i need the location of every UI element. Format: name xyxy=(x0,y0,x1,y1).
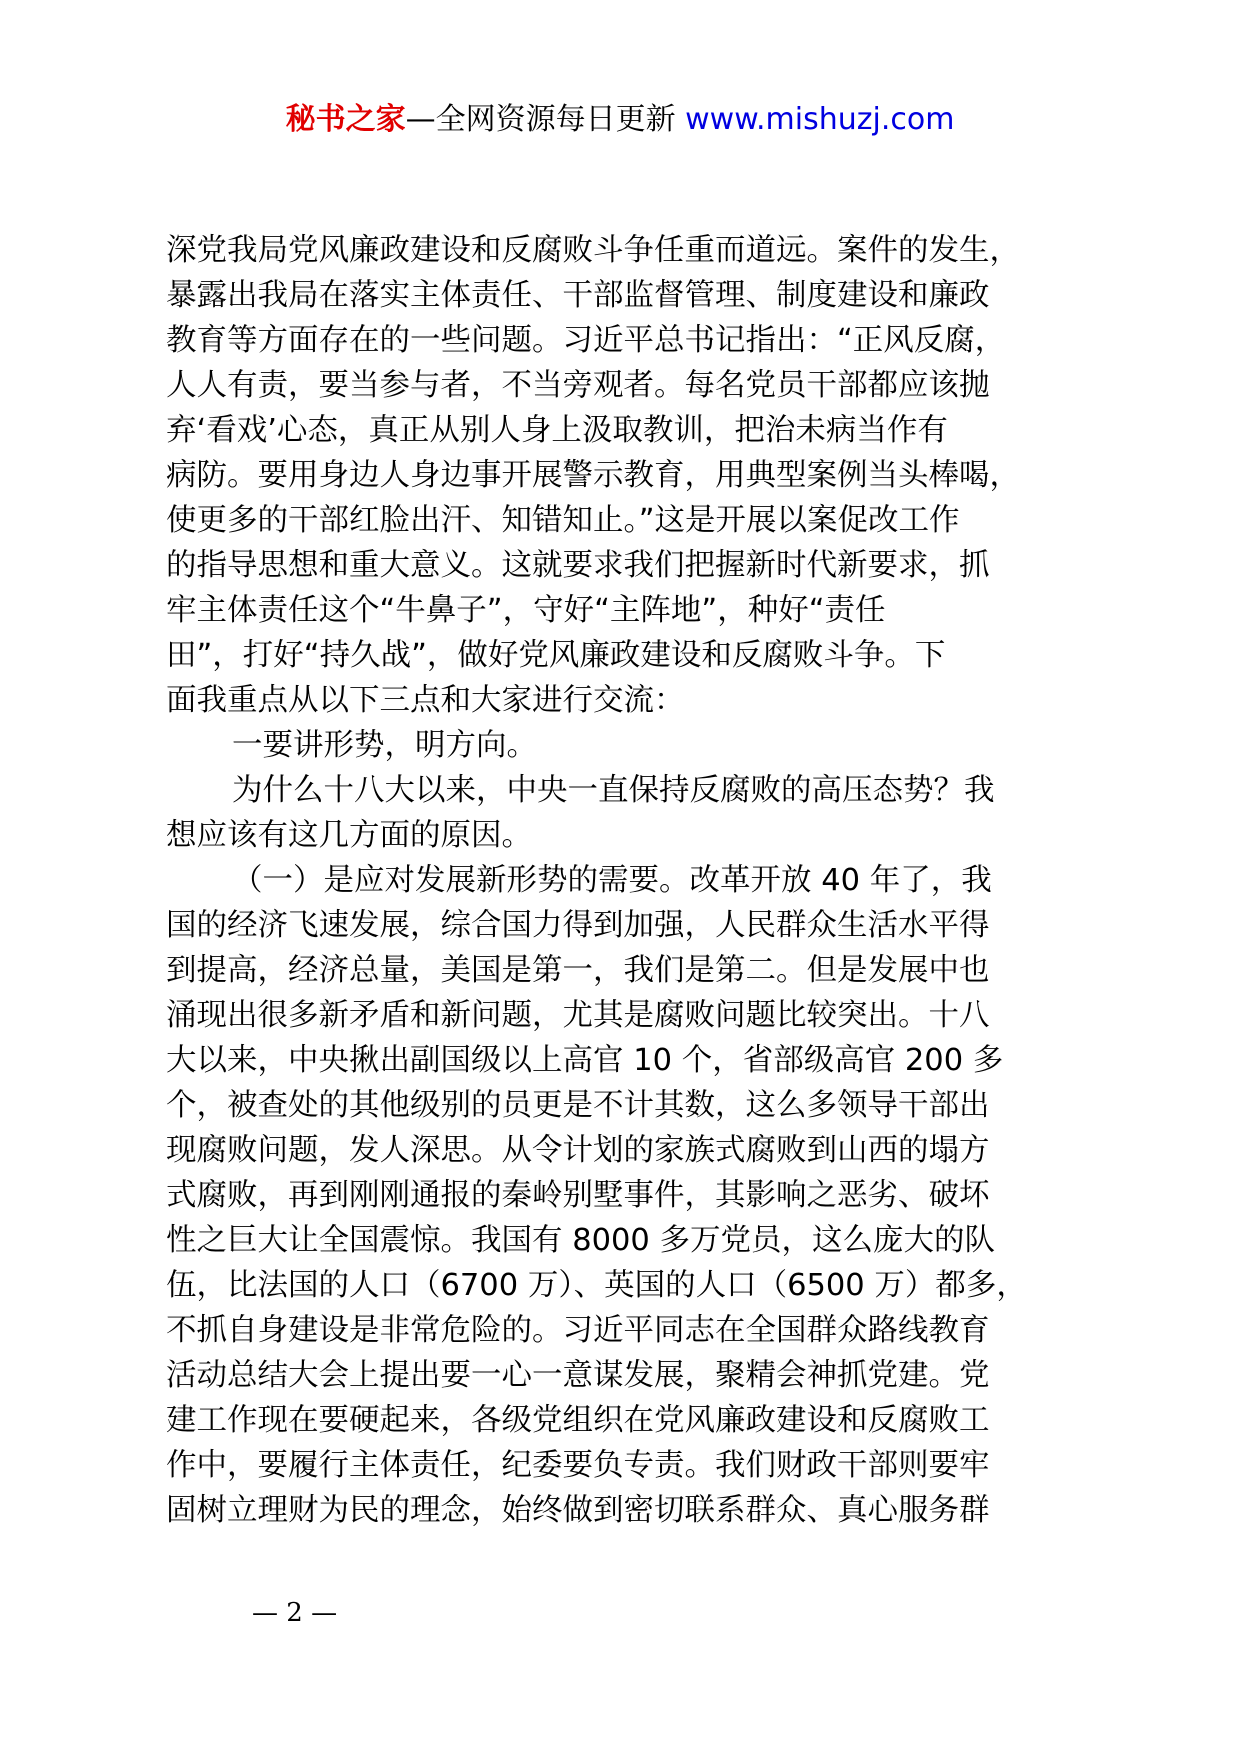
page-number: — 2 — xyxy=(252,1598,338,1628)
text-line: 到提高，经济总量，美国是第一，我们是第二。但是发展中也 xyxy=(166,953,990,988)
text-line: 活动总结大会上提出要一心一意谋发展，聚精会神抓党建。党 xyxy=(166,1358,990,1393)
document-body xyxy=(166,228,1086,1533)
site-header xyxy=(0,100,1240,140)
text-line: 田”，打好“持久战”，做好党风廉政建设和反腐败斗争。下 xyxy=(166,638,946,673)
text-line: 个，被查处的其他级别的员更是不计其数，这么多领导干部出 xyxy=(166,1088,990,1123)
text-line: 大以来，中央揪出副国级以上高官 10 个，省部级高官 200 多 xyxy=(166,1043,1004,1078)
text-line: 使更多的干部红脸出汗、知错知止。”这是开展以案促改工作 xyxy=(166,503,960,538)
text-line: 为什么十八大以来，中央一直保持反腐败的高压态势？我 xyxy=(232,773,995,808)
text-line: 教育等方面存在的一些问题。习近平总书记指出：“正风反腐， xyxy=(166,323,1006,358)
text-line: 的指导思想和重大意义。这就要求我们把握新时代新要求，抓 xyxy=(166,548,990,583)
section-heading: 一要讲形势，明方向。 xyxy=(232,728,537,763)
text-line: 病防。要用身边人身边事开展警示教育，用典型案例当头棒喝， xyxy=(166,458,1020,493)
text-line: 现腐败问题，发人深思。从令计划的家族式腐败到山西的塌方 xyxy=(166,1133,990,1168)
text-line: 深党我局党风廉政建设和反腐败斗争任重而道远。案件的发生， xyxy=(166,233,1020,268)
text-line: 建工作现在要硬起来，各级党组织在党风廉政建设和反腐败工 xyxy=(166,1403,990,1438)
text-line: 弃‘看戏’心态，真正从别人身上汲取教训，把治未病当作有 xyxy=(166,413,948,448)
text-line: 作中，要履行主体责任，纪委要负专责。我们财政干部则要牢 xyxy=(166,1448,990,1483)
text-line: 想应该有这几方面的原因。 xyxy=(166,818,532,853)
text-line: （一）是应对发展新形势的需要。改革开放 40 年了，我 xyxy=(232,863,992,898)
site-brand: 秘书之家 xyxy=(285,102,406,137)
text-line: 国的经济飞速发展，综合国力得到加强，人民群众生活水平得 xyxy=(166,908,990,943)
text-line: 面我重点从以下三点和大家进行交流： xyxy=(166,683,685,718)
text-line: 式腐败，再到刚刚通报的秦岭别墅事件，其影响之恶劣、破坏 xyxy=(166,1178,990,1213)
text-line: 暴露出我局在落实主体责任、干部监督管理、制度建设和廉政 xyxy=(166,278,990,313)
text-line: 固树立理财为民的理念，始终做到密切联系群众、真心服务群 xyxy=(166,1493,990,1528)
text-line: 伍，比法国的人口（6700 万）、英国的人口（6500 万）都多， xyxy=(166,1268,1027,1303)
text-line: 人人有责，要当参与者，不当旁观者。每名党员干部都应该抛 xyxy=(166,368,990,403)
text-line: 涌现出很多新矛盾和新问题，尤其是腐败问题比较突出。十八 xyxy=(166,998,990,1033)
text-line: 牢主体责任这个“牛鼻子”，守好“主阵地”，种好“责任 xyxy=(166,593,886,628)
site-url-link[interactable]: www.mishuzj.com xyxy=(685,102,955,137)
site-tagline: —全网资源每日更新 xyxy=(405,102,676,137)
text-line: 性之巨大让全国震惊。我国有 8000 多万党员，这么庞大的队 xyxy=(166,1223,996,1258)
text-line: 不抓自身建设是非常危险的。习近平同志在全国群众路线教育 xyxy=(166,1313,990,1348)
